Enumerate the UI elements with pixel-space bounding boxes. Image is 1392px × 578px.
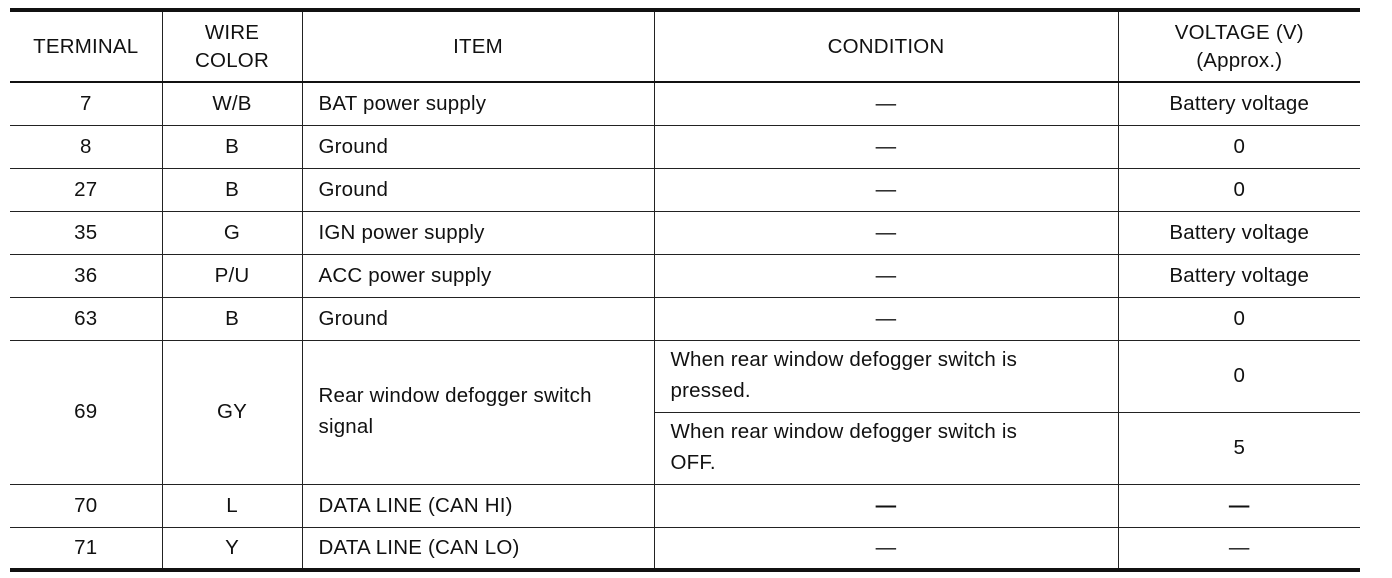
wire-color-cell: B bbox=[162, 297, 302, 340]
condition-cell: — bbox=[654, 211, 1118, 254]
table-row bbox=[10, 125, 1360, 168]
condition-cell: — bbox=[654, 82, 1118, 125]
condition-cell: When rear window defogger switch is pressed. bbox=[654, 340, 1118, 412]
wire-color-cell: W/B bbox=[162, 82, 302, 125]
item-cell: Rear window defogger switch signal bbox=[302, 340, 654, 484]
wire-color-cell: B bbox=[162, 125, 302, 168]
table-row bbox=[10, 254, 1360, 297]
table-row bbox=[10, 82, 1360, 125]
table-row bbox=[10, 340, 1360, 412]
voltage-cell: — bbox=[1118, 527, 1360, 570]
wire-color-cell: B bbox=[162, 168, 302, 211]
condition-cell: — bbox=[654, 527, 1118, 570]
condition-cell: When rear window defogger switch is OFF. bbox=[654, 412, 1118, 484]
item-cell: DATA LINE (CAN HI) bbox=[302, 484, 654, 527]
table-row bbox=[10, 211, 1360, 254]
header-row bbox=[10, 10, 1360, 82]
item-cell: Ground bbox=[302, 168, 654, 211]
item-cell: BAT power supply bbox=[302, 82, 654, 125]
wire-color-cell: G bbox=[162, 211, 302, 254]
voltage-cell: 0 bbox=[1118, 125, 1360, 168]
voltage-cell: Battery voltage bbox=[1118, 211, 1360, 254]
item-cell: IGN power supply bbox=[302, 211, 654, 254]
condition-cell: — bbox=[654, 297, 1118, 340]
header-voltage: VOLTAGE (V) (Approx.) bbox=[1118, 10, 1360, 82]
wire-color-cell: L bbox=[162, 484, 302, 527]
wire-color-cell: Y bbox=[162, 527, 302, 570]
condition-cell: — bbox=[654, 168, 1118, 211]
item-cell: ACC power supply bbox=[302, 254, 654, 297]
condition-cell: — bbox=[654, 125, 1118, 168]
terminal-cell: 69 bbox=[10, 340, 162, 484]
voltage-cell: 5 bbox=[1118, 412, 1360, 484]
wire-color-cell: P/U bbox=[162, 254, 302, 297]
terminal-cell: 71 bbox=[10, 527, 162, 570]
table-row bbox=[10, 168, 1360, 211]
terminal-cell: 7 bbox=[10, 82, 162, 125]
item-cell: Ground bbox=[302, 297, 654, 340]
header-condition: CONDITION bbox=[654, 10, 1118, 82]
condition-cell: — bbox=[654, 254, 1118, 297]
voltage-cell: Battery voltage bbox=[1118, 254, 1360, 297]
terminal-cell: 35 bbox=[10, 211, 162, 254]
terminal-cell: 70 bbox=[10, 484, 162, 527]
terminal-cell: 63 bbox=[10, 297, 162, 340]
table-row bbox=[10, 297, 1360, 340]
terminal-cell: 8 bbox=[10, 125, 162, 168]
terminal-table-container bbox=[10, 8, 1360, 572]
terminal-table bbox=[10, 8, 1360, 572]
terminal-cell: 27 bbox=[10, 168, 162, 211]
header-wire-color: WIRE COLOR bbox=[162, 10, 302, 82]
item-cell: Ground bbox=[302, 125, 654, 168]
condition-cell: — bbox=[654, 484, 1118, 527]
terminal-cell: 36 bbox=[10, 254, 162, 297]
voltage-cell: — bbox=[1118, 484, 1360, 527]
table-row bbox=[10, 484, 1360, 527]
voltage-cell: 0 bbox=[1118, 340, 1360, 412]
voltage-cell: 0 bbox=[1118, 297, 1360, 340]
header-terminal: TERMINAL bbox=[10, 10, 162, 82]
header-item: ITEM bbox=[302, 10, 654, 82]
voltage-cell: 0 bbox=[1118, 168, 1360, 211]
item-cell: DATA LINE (CAN LO) bbox=[302, 527, 654, 570]
table-row bbox=[10, 527, 1360, 570]
voltage-cell: Battery voltage bbox=[1118, 82, 1360, 125]
wire-color-cell: GY bbox=[162, 340, 302, 484]
